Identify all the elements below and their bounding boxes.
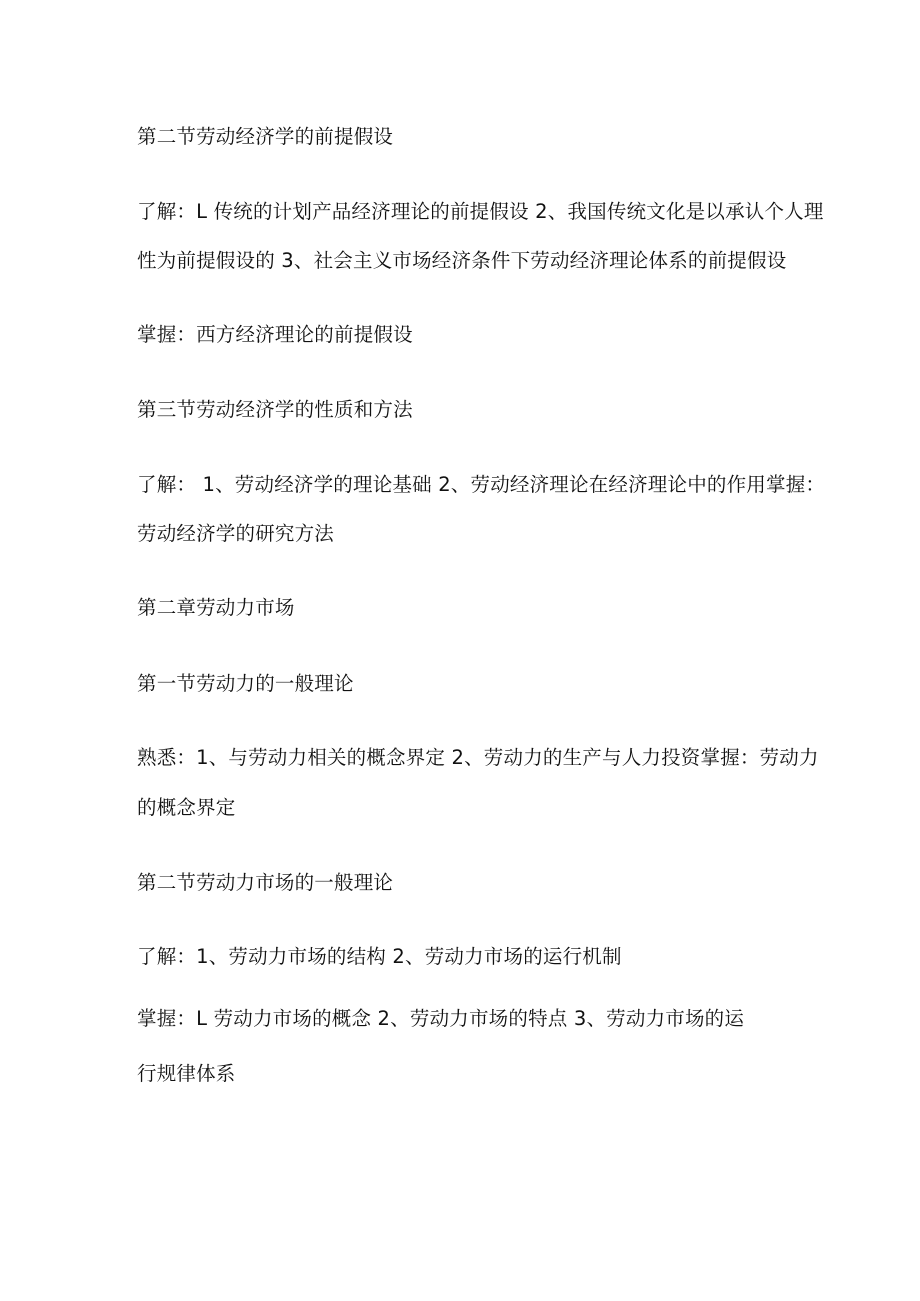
paragraph-line: 劳动经济学的研究方法 [137,522,335,545]
section-heading-1: 第二节劳动经济学的前提假设 [137,125,394,148]
section-heading-4: 第二节劳动力市场的一般理论 [137,871,394,894]
section-heading-3: 第一节劳动力的一般理论 [137,672,354,695]
paragraph-line: 了解：1、劳动力市场的结构 2、劳动力市场的运行机制 [137,945,622,968]
chapter-heading: 第二章劳动力市场 [137,596,295,619]
paragraph-line: 的概念界定 [137,796,236,819]
section-heading-2: 第三节劳动经济学的性质和方法 [137,398,413,421]
paragraph-line: 熟悉：1、与劳动力相关的概念界定 2、劳动力的生产与人力投资掌握：劳动力 [137,746,819,769]
paragraph-line: 行规律体系 [137,1062,236,1085]
paragraph-line: 性为前提假设的 3、社会主义市场经济条件下劳动经济理论体系的前提假设 [137,249,787,272]
paragraph-line: 掌握：L 劳动力市场的概念 2、劳动力市场的特点 3、劳动力市场的运 [137,1007,745,1030]
paragraph-line: 了解：L 传统的计划产品经济理论的前提假设 2、我国传统文化是以承认个人理 [137,200,824,223]
paragraph-line: 了解： 1、劳动经济学的理论基础 2、劳动经济理论在经济理论中的作用掌握： [137,473,826,496]
paragraph-line: 掌握：西方经济理论的前提假设 [137,323,413,346]
